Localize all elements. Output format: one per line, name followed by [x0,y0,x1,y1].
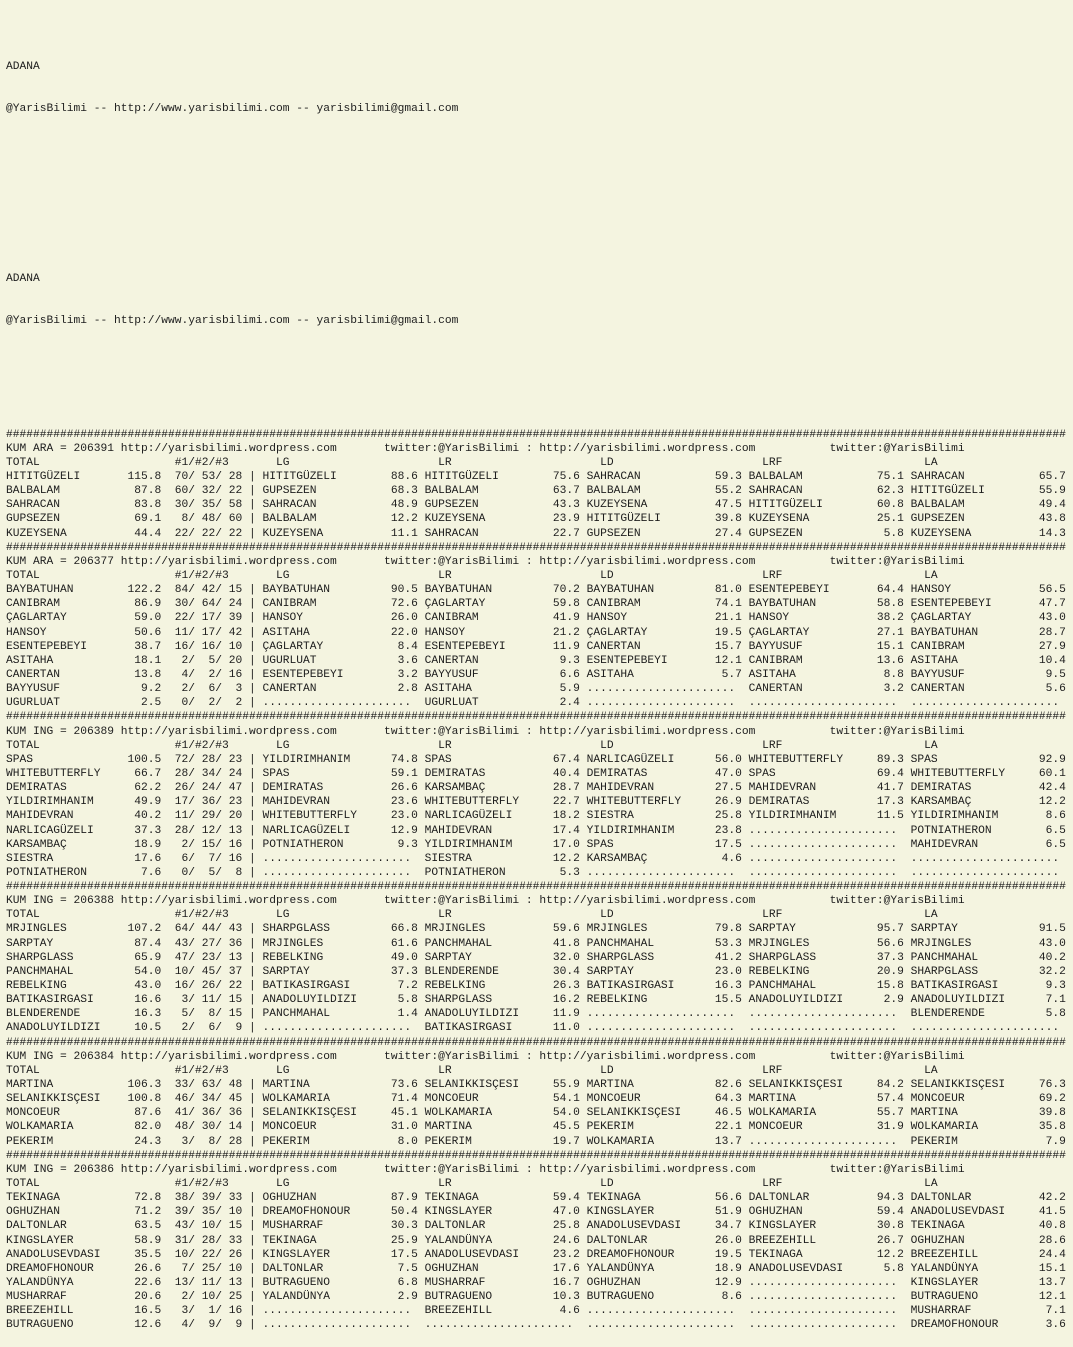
stats-row-line: OGHUZHAN 71.2 39/ 35/ 10 | DREAMOFHONOUR 50.4 KINGSLAYER 47.0 KINGSLAYER 51.9 OGHUZHAN 59.4 ANADOLUSEVDASI 41.5 [6,1206,1066,1219]
separator-line: ############################################################################################################################################################# [6,541,1066,554]
section-title-line: KUM ING = 206386 http://yarisbilimi.wordpress.com twitter:@YarisBilimi : http://yarisbilimi.wordpress.com twitter:@YarisBilimi [6,1163,972,1176]
masthead-contact: @YarisBilimi -- http://www.yarisbilimi.com -- yarisbilimi@gmail.com [6,103,459,116]
stats-row-line: REBELKING 43.0 16/ 26/ 22 | BATIKASIRGASI 7.2 REBELKING 26.3 BATIKASIRGASI 16.3 PANCHMAHAL 15.8 BATIKASIRGASI 9.3 [6,980,1066,993]
stats-row-line: MRJINGLES 107.2 64/ 44/ 43 | SHARPGLASS 66.8 MRJINGLES 59.6 MRJINGLES 79.8 SARPTAY 95.7 SARPTAY 91.5 [6,923,1066,936]
stats-row-line: ANADOLUSEVDASI 35.5 10/ 22/ 26 | KINGSLAYER 17.5 ANADOLUSEVDASI 23.2 DREAMOFHONOUR 19.5 TEKINAGA 12.2 BREEZEHILL 24.4 [6,1248,1066,1261]
separator-line: ############################################################################################################################################################# [6,1036,1066,1049]
stats-row-line: ASITAHA 18.1 2/ 5/ 20 | UGURLUAT 3.6 CANERTAN 9.3 ESENTEPEBEYI 12.1 CANIBRAM 13.6 ASITAHA 10.4 [6,654,1066,667]
column-header-line: TOTAL #1/#2/#3 LG LR LD LRF LA [6,1064,938,1077]
masthead-venue: ADANA [6,60,40,73]
column-header-line: TOTAL #1/#2/#3 LG LR LD LRF LA [6,569,938,582]
blank-line [6,357,1073,371]
masthead-venue: ADANA [6,272,40,285]
stats-row-line: KARSAMBAÇ 18.9 2/ 15/ 16 | POTNIATHERON 9.3 YILDIRIMHANIM 17.0 SPAS 17.5 ...................... MAHIDEVRAN 6.5 [6,838,1066,851]
stats-row-line: GUPSEZEN 69.1 8/ 48/ 60 | BALBALAM 12.2 KUZEYSENA 23.9 HITITGÜZELI 39.8 KUZEYSENA 25.1 GUPSEZEN 43.8 [6,513,1066,526]
section-title-line: KUM ARA = 206377 http://yarisbilimi.wordpress.com twitter:@YarisBilimi : http://yarisbilimi.wordpress.com twitter:@YarisBilimi [6,555,972,568]
stats-row-line: MAHIDEVRAN 40.2 11/ 29/ 20 | WHITEBUTTERFLY 23.0 NARLICAGÜZELI 18.2 SIESTRA 25.8 YILDIRIMHANIM 11.5 YILDIRIMHANIM 8.6 [6,810,1066,823]
stats-row-line: PEKERIM 24.3 3/ 8/ 28 | PEKERIM 8.0 PEKERIM 19.7 WOLKAMARIA 13.7 ...................... PEKERIM 7.9 [6,1135,1066,1148]
stats-row-line: BAYYUSUF 9.2 2/ 6/ 3 | CANERTAN 2.8 ASITAHA 5.9 ...................... CANERTAN 3.2 CANERTAN 5.6 [6,683,1066,696]
blank-line [6,229,1073,243]
column-header-line: TOTAL #1/#2/#3 LG LR LD LRF LA [6,456,938,469]
stats-row-line: SPAS 100.5 72/ 28/ 23 | YILDIRIMHANIM 74.8 SPAS 67.4 NARLICAGÜZELI 56.0 WHITEBUTTERFLY 89.3 SPAS 92.9 [6,753,1066,766]
section-title-line: KUM ARA = 206391 http://yarisbilimi.wordpress.com twitter:@YarisBilimi : http://yarisbilimi.wordpress.com twitter:@YarisBilimi [6,442,972,455]
stats-row-line: DALTONLAR 63.5 43/ 10/ 15 | MUSHARRAF 30.3 DALTONLAR 25.8 ANADOLUSEVDASI 34.7 KINGSLAYER 30.8 TEKINAGA 40.8 [6,1220,1066,1233]
stats-row-line: WHITEBUTTERFLY 66.7 28/ 34/ 24 | SPAS 59.1 DEMIRATAS 40.4 DEMIRATAS 47.0 SPAS 69.4 WHITEBUTTERFLY 60.1 [6,767,1066,780]
stats-row-line: MUSHARRAF 20.6 2/ 10/ 25 | YALANDÜNYA 2.9 BUTRAGUENO 10.3 BUTRAGUENO 8.6 ...................... BUTRAGUENO 12.1 [6,1291,1066,1304]
column-header-line: TOTAL #1/#2/#3 LG LR LD LRF LA [6,739,938,752]
blank-line [6,187,1073,201]
stats-row-line: HITITGÜZELI 115.8 70/ 53/ 28 | HITITGÜZELI 88.6 HITITGÜZELI 75.6 SAHRACAN 59.3 BALBALAM 75.1 SAHRACAN 65.7 [6,470,1066,483]
stats-row-line: DEMIRATAS 62.2 26/ 24/ 47 | DEMIRATAS 26.6 KARSAMBAÇ 28.7 MAHIDEVRAN 27.5 MAHIDEVRAN 41.7 DEMIRATAS 42.4 [6,782,1066,795]
blank-line [6,145,1073,159]
stats-row-line: BALBALAM 87.8 60/ 32/ 22 | GUPSEZEN 68.3 BALBALAM 63.7 BALBALAM 55.2 SAHRACAN 62.3 HITITGÜZELI 55.9 [6,485,1066,498]
stats-row-line: KUZEYSENA 44.4 22/ 22/ 22 | KUZEYSENA 11.1 SAHRACAN 22.7 GUPSEZEN 27.4 GUPSEZEN 5.8 KUZEYSENA 14.3 [6,527,1066,540]
stats-row-line: HANSOY 50.6 11/ 17/ 42 | ASITAHA 22.0 HANSOY 21.2 ÇAGLARTAY 19.5 ÇAGLARTAY 27.1 BAYBATUHAN 28.7 [6,626,1066,639]
section-title-line: KUM ING = 206388 http://yarisbilimi.wordpress.com twitter:@YarisBilimi : http://yarisbilimi.wordpress.com twitter:@YarisBilimi [6,895,972,908]
stats-row-line: YALANDÜNYA 22.6 13/ 11/ 13 | BUTRAGUENO 6.8 MUSHARRAF 16.7 OGHUZHAN 12.9 ...................... KINGSLAYER 13.7 [6,1277,1066,1289]
stats-row-line: CANIBRAM 86.9 30/ 64/ 24 | CANIBRAM 72.6 ÇAGLARTAY 59.8 CANIBRAM 74.1 BAYBATUHAN 58.8 ESENTEPEBEYI 47.7 [6,598,1066,611]
stats-row-line: WOLKAMARIA 82.0 48/ 30/ 14 | MONCOEUR 31.0 MARTINA 45.5 PEKERIM 22.1 MONCOEUR 31.9 WOLKAMARIA 35.8 [6,1121,1066,1134]
separator-line: ############################################################################################################################################################# [6,428,1066,441]
section-title-line: KUM ING = 206389 http://yarisbilimi.wordpress.com twitter:@YarisBilimi : http://yarisbilimi.wordpress.com twitter:@YarisBilimi [6,725,972,738]
stats-row-line: MONCOEUR 87.6 41/ 36/ 36 | SELANIKKISÇESI 45.1 WOLKAMARIA 54.0 SELANIKKISÇESI 46.5 WOLKAMARIA 55.7 MARTINA 39.8 [6,1107,1066,1120]
separator-line: ############################################################################################################################################################# [6,711,1066,724]
stats-row-line: ÇAGLARTAY 59.0 22/ 17/ 39 | HANSOY 26.0 CANIBRAM 41.9 HANSOY 21.1 HANSOY 38.2 ÇAGLARTAY 43.0 [6,612,1066,625]
stats-row-line: YILDIRIMHANIM 49.9 17/ 36/ 23 | MAHIDEVRAN 23.6 WHITEBUTTERFLY 22.7 WHITEBUTTERFLY 26.9 DEMIRATAS 17.3 KARSAMBAÇ 12.2 [6,796,1066,809]
stats-row-line: SHARPGLASS 65.9 47/ 23/ 13 | REBELKING 49.0 SARPTAY 32.0 SHARPGLASS 41.2 SHARPGLASS 37.3 PANCHMAHAL 40.2 [6,951,1066,964]
column-header-line: TOTAL #1/#2/#3 LG LR LD LRF LA [6,1178,938,1191]
stats-row-line: ESENTEPEBEYI 38.7 16/ 16/ 10 | ÇAGLARTAY 8.4 ESENTEPEBEYI 11.9 CANERTAN 15.7 BAYYUSUF 15.1 CANIBRAM 27.9 [6,640,1066,653]
stats-row-line: BAYBATUHAN 122.2 84/ 42/ 15 | BAYBATUHAN 90.5 BAYBATUHAN 70.2 BAYBATUHAN 81.0 ESENTEPEBEYI 64.4 HANSOY 56.5 [6,584,1066,597]
masthead [6,31,1073,399]
stats-row-line: PANCHMAHAL 54.0 10/ 45/ 37 | SARPTAY 37.3 BLENDERENDE 30.4 SARPTAY 23.0 REBELKING 20.9 SHARPGLASS 32.2 [6,965,1066,978]
stats-row-line: BLENDERENDE 16.3 5/ 8/ 15 | PANCHMAHAL 1.4 ANADOLUYILDIZI 11.9 ...................... ...................... BLENDERENDE 5.8 [6,1008,1066,1021]
stats-row-line: ANADOLUYILDIZI 10.5 2/ 6/ 9 | ...................... BATIKASIRGASI 11.0 ...................... ...................... ...................... [6,1022,1060,1035]
stats-row-line: BATIKASIRGASI 16.6 3/ 11/ 15 | ANADOLUYILDIZI 5.8 SHARPGLASS 16.2 REBELKING 15.5 ANADOLUYILDIZI 2.9 ANADOLUYILDIZI 7.1 [6,994,1066,1007]
separator-line: ############################################################################################################################################################# [6,1149,1066,1162]
sections [6,428,1073,1333]
section-title-line: KUM ING = 206384 http://yarisbilimi.wordpress.com twitter:@YarisBilimi : http://yarisbilimi.wordpress.com twitter:@YarisBilimi [6,1050,972,1063]
stats-row-line: SARPTAY 87.4 43/ 27/ 36 | MRJINGLES 61.6 PANCHMAHAL 41.8 PANCHMAHAL 53.3 MRJINGLES 56.6 MRJINGLES 43.0 [6,937,1066,950]
stats-row-line: CANERTAN 13.8 4/ 2/ 16 | ESENTEPEBEYI 3.2 BAYYUSUF 6.6 ASITAHA 5.7 ASITAHA 8.8 BAYYUSUF 9.5 [6,668,1066,681]
stats-row-line: SELANIKKISÇESI 100.8 46/ 34/ 45 | WOLKAMARIA 71.4 MONCOEUR 54.1 MONCOEUR 64.3 MARTINA 57.4 MONCOEUR 69.2 [6,1093,1066,1106]
stats-row-line: POTNIATHERON 7.6 0/ 5/ 8 | ...................... POTNIATHERON 5.3 ...................... ...................... ...................... [6,866,1060,879]
stats-row-line: NARLICAGÜZELI 37.3 28/ 12/ 13 | NARLICAGÜZELI 12.9 MAHIDEVRAN 17.4 YILDIRIMHANIM 23.8 ...................... POTNIATHERON 6.5 [6,824,1066,837]
separator-line: ############################################################################################################################################################# [6,881,1066,894]
stats-row-line: SIESTRA 17.6 6/ 7/ 16 | ...................... SIESTRA 12.2 KARSAMBAÇ 4.6 ...................... ...................... [6,852,1060,865]
masthead-contact: @YarisBilimi -- http://www.yarisbilimi.com -- yarisbilimi@gmail.com [6,315,459,328]
stats-row-line: KINGSLAYER 58.9 31/ 28/ 33 | TEKINAGA 25.9 YALANDÜNYA 24.6 DALTONLAR 26.0 BREEZEHILL 26.7 OGHUZHAN 28.6 [6,1234,1066,1247]
stats-row-line: MARTINA 106.3 33/ 63/ 48 | MARTINA 73.6 SELANIKKISÇESI 55.9 MARTINA 82.6 SELANIKKISÇESI 84.2 SELANIKKISÇESI 76.3 [6,1079,1066,1092]
stats-row-line: TEKINAGA 72.8 38/ 39/ 33 | OGHUZHAN 87.9 TEKINAGA 59.4 TEKINAGA 56.6 DALTONLAR 94.3 DALTONLAR 42.2 [6,1192,1066,1205]
stats-row-line: UGURLUAT 2.5 0/ 2/ 2 | ...................... UGURLUAT 2.4 ...................... ...................... ...................... [6,697,1060,710]
stats-row-line: BUTRAGUENO 12.6 4/ 9/ 9 | ...................... ...................... ...................... ...................... DREAMOFHONOUR 3.6 [6,1319,1066,1332]
column-header-line: TOTAL #1/#2/#3 LG LR LD LRF LA [6,909,938,922]
stats-row-line: DREAMOFHONOUR 26.6 7/ 25/ 10 | DALTONLAR 7.5 OGHUZHAN 17.6 YALANDÜNYA 18.9 ANADOLUSEVDASI 5.8 YALANDÜNYA 15.1 [6,1262,1066,1275]
stats-row-line: SAHRACAN 83.8 30/ 35/ 58 | SAHRACAN 48.9 GUPSEZEN 43.3 KUZEYSENA 47.5 HITITGÜZELI 60.8 BALBALAM 49.4 [6,499,1066,512]
stats-row-line: BREEZEHILL 16.5 3/ 1/ 16 | ...................... BREEZEHILL 4.6 ...................... ...................... MUSHARRAF 7.1 [6,1305,1066,1318]
